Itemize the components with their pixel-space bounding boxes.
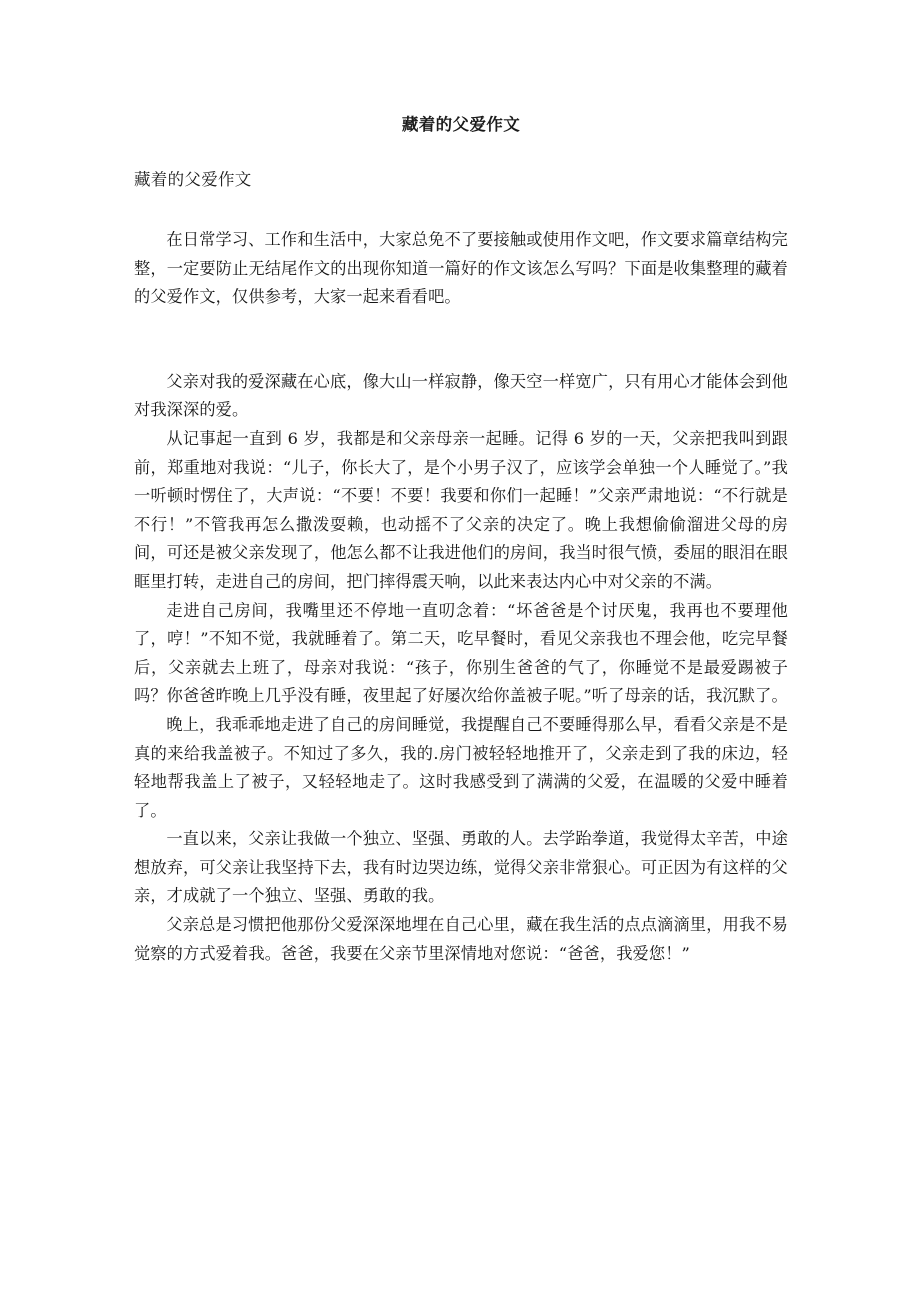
intro-paragraph: 在日常学习、工作和生活中，大家总免不了要接触或使用作文吧，作文要求篇章结构完整，一定要防止无结尾作文的出现你知道一篇好的作文该怎么写吗？下面是收集整理的藏着的父爱作文，仅供参考，大家一起来看看吧。: [134, 230, 788, 307]
essay-paragraph: 晚上，我乖乖地走进了自己的房间睡觉，我提醒自己不要睡得那么早，看看父亲是不是真的来给我盖被子。不知过了多久，我的.房门被轻轻地推开了，父亲走到了我的床边，轻轻地帮我盖上了被子，又轻轻地走了。这时我感受到了满满的父爱，在温暖的父爱中睡着了。: [134, 714, 788, 820]
document-body: [134, 110, 788, 968]
intro-section: [134, 226, 788, 312]
essay-paragraph: 从记事起一直到 6 岁，我都是和父亲母亲一起睡。记得 6 岁的一天，父亲把我叫到跟前，郑重地对我说：“儿子，你长大了，是个小男子汉了，应该学会单独一个人睡觉了。”我一听顿时愣住了，大声说：“不要！不要！我要和你们一起睡！”父亲严肃地说：“不行就是不行！”不管我再怎么撒泼耍赖，也动摇不了父亲的决定了。晚上我想偷偷溜进父母的房间，可还是被父亲发现了，他怎么都不让我进他们的房间，我当时很气愤，委屈的眼泪在眼眶里打转，走进自己的房间，把门摔得震天响，以此来表达内心中对父亲的不满。: [134, 428, 788, 591]
essay-paragraph: 父亲总是习惯把他那份父爱深深地埋在自己心里，藏在我生活的点点滴滴里，用我不易觉察的方式爱着我。爸爸，我要在父亲节里深情地对您说：“爸爸，我爱您！”: [134, 915, 788, 963]
essay-section: [134, 368, 788, 968]
document-subtitle: 藏着的父爱作文: [134, 170, 252, 189]
essay-paragraph: 走进自己房间，我嘴里还不停地一直叨念着：“坏爸爸是个讨厌鬼，我再也不要理他了，哼！”不知不觉，我就睡着了。第二天，吃早餐时，看见父亲我也不理会他，吃完早餐后，父亲就去上班了，母亲对我说：“孩子，你别生爸爸的气了，你睡觉不是最爱踢被子吗？你爸爸昨晚上几乎没有睡，夜里起了好屡次给你盖被子呢。”听了母亲的话，我沉默了。: [134, 600, 788, 706]
essay-paragraph: 父亲对我的爱深藏在心底，像大山一样寂静，像天空一样宽广，只有用心才能体会到他对我深深的爱。: [134, 371, 788, 420]
section-spacer: [134, 312, 788, 368]
essay-paragraph: 一直以来，父亲让我做一个独立、坚强、勇敢的人。去学跆拳道，我觉得太辛苦，中途想放弃，可父亲让我坚持下去，我有时边哭边练，觉得父亲非常狠心。可正因为有这样的父亲，才成就了一个独立、坚强、勇敢的我。: [134, 829, 788, 906]
page-title: 藏着的父爱作文: [401, 115, 521, 134]
